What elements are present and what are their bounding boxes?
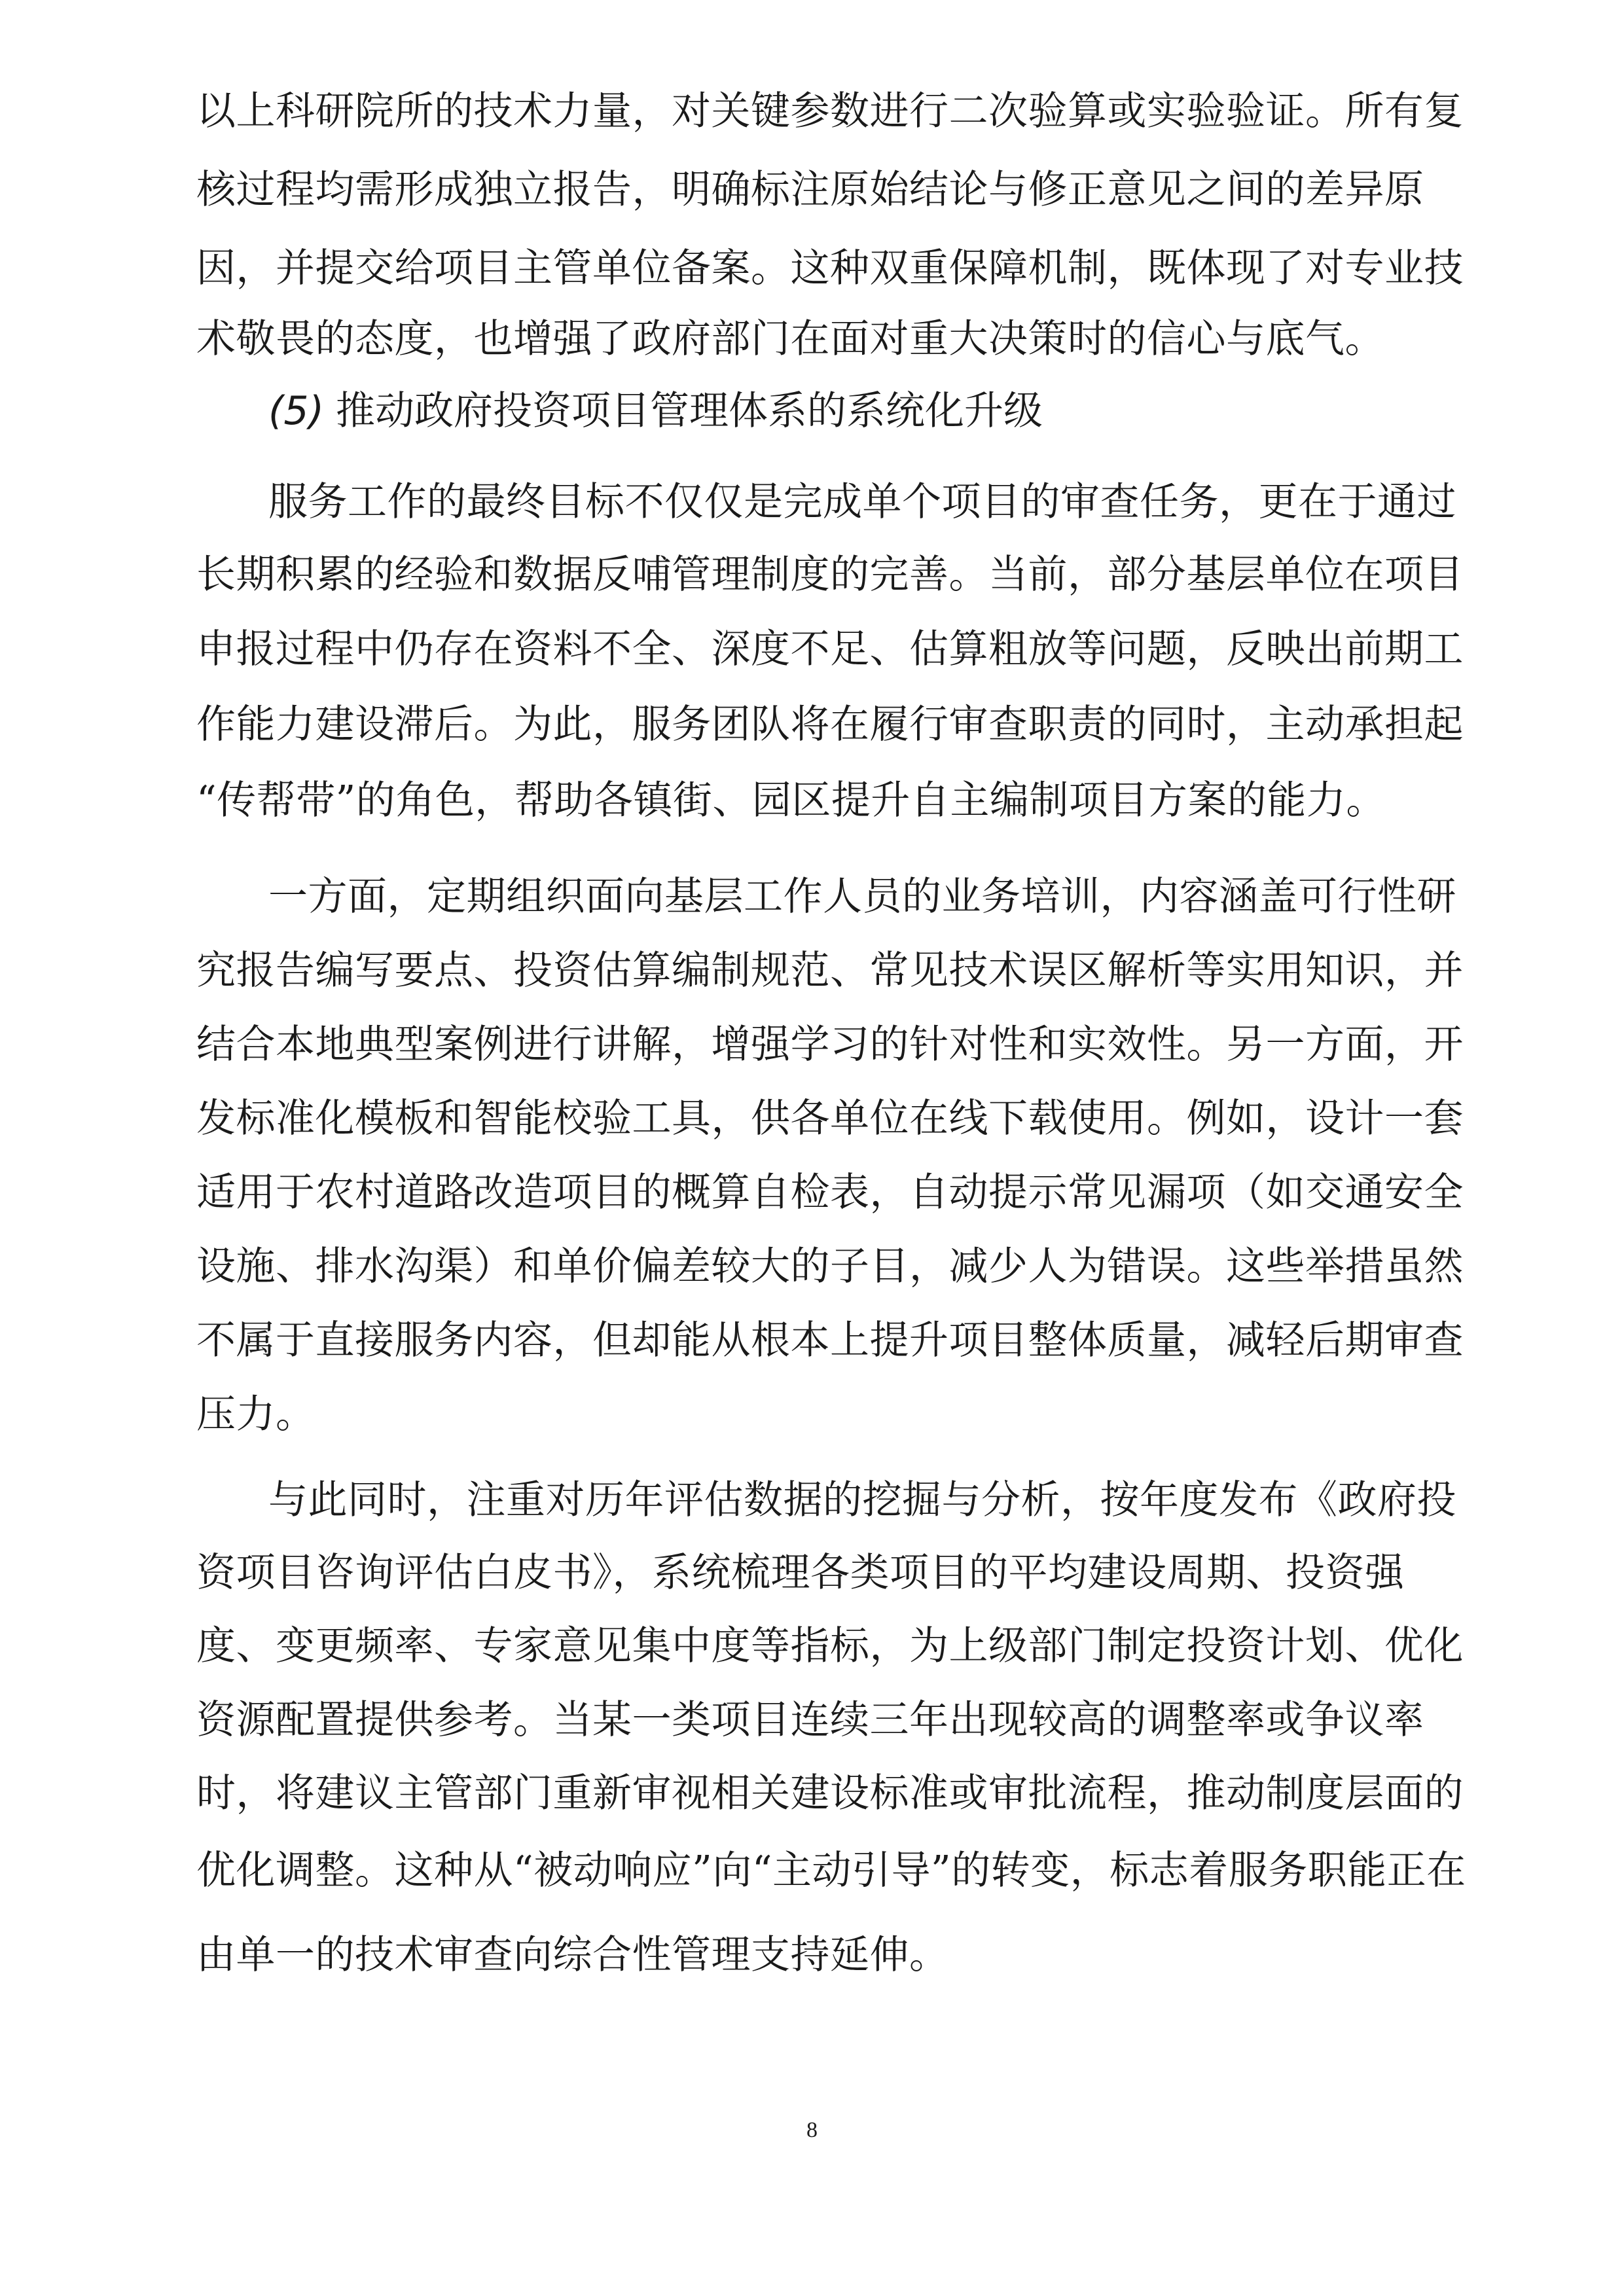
- paragraph-2-line-5: “传帮带”的角色，帮助各镇街、园区提升自主编制项目方案的能力。: [196, 778, 1386, 823]
- section-number: (5): [268, 388, 324, 434]
- paragraph-1-line-2: 核过程均需形成独立报告，明确标注原始结论与修正意见之间的差异原: [196, 167, 1424, 213]
- section-heading: [268, 385, 1043, 437]
- paragraph-2-line-4: 作能力建设滞后。为此，服务团队将在履行审查职责的同时，主动承担起: [196, 702, 1464, 747]
- paragraph-1-line-4: 术敬畏的态度，也增强了政府部门在面对重大决策时的信心与底气。: [196, 316, 1384, 362]
- paragraph-4-line-3: 度、变更频率、专家意见集中度等指标，为上级部门制定投资计划、优化: [196, 1623, 1464, 1669]
- paragraph-4-line-5: 时，将建议主管部门重新审视相关建设标准或审批流程，推动制度层面的: [196, 1770, 1464, 1816]
- paragraph-1-line-1: 以上科研院所的技术力量，对关键参数进行二次验算或实验验证。所有复: [196, 88, 1464, 134]
- paragraph-4-line-1: 与此同时，注重对历年评估数据的挖掘与分析，按年度发布《政府投: [268, 1477, 1456, 1523]
- paragraph-2-line-3: 申报过程中仍存在资料不全、深度不足、估算粗放等问题，反映出前期工: [196, 626, 1464, 672]
- paragraph-3-line-1: 一方面，定期组织面向基层工作人员的业务培训，内容涵盖可行性研: [268, 874, 1456, 920]
- paragraph-4-line-2: 资项目咨询评估白皮书》，系统梳理各类项目的平均建设周期、投资强: [196, 1550, 1405, 1596]
- paragraph-3-line-8: 压力。: [196, 1391, 316, 1437]
- paragraph-3-line-6: 设施、排水沟渠）和单价偏差较大的子目，减少人为错误。这些举措虽然: [196, 1244, 1464, 1289]
- paragraph-3-line-3: 结合本地典型案例进行讲解，增强学习的针对性和实效性。另一方面，开: [196, 1022, 1464, 1067]
- paragraph-4-line-4: 资源配置提供参考。当某一类项目连续三年出现较高的调整率或争议率: [196, 1697, 1424, 1743]
- paragraph-1-line-3: 因，并提交给项目主管单位备案。这种双重保障机制，既体现了对专业技: [196, 245, 1464, 291]
- paragraph-4-line-6: 优化调整。这种从“被动响应”向“主动引导”的转变，标志着服务职能正在: [196, 1848, 1466, 1893]
- paragraph-4-line-7: 由单一的技术审查向综合性管理支持延伸。: [196, 1932, 949, 1978]
- paragraph-3-line-5: 适用于农村道路改造项目的概算自检表，自动提示常见漏项（如交通安全: [196, 1170, 1464, 1215]
- paragraph-2-line-2: 长期积累的经验和数据反哺管理制度的完善。当前，部分基层单位在项目: [196, 552, 1464, 598]
- paragraph-3-line-4: 发标准化模板和智能校验工具，供各单位在线下载使用。例如，设计一套: [196, 1096, 1464, 1141]
- page-number: 8: [806, 2118, 818, 2142]
- section-title: 推动政府投资项目管理体系的系统化升级: [336, 388, 1043, 434]
- paragraph-3-line-7: 不属于直接服务内容，但却能从根本上提升项目整体质量，减轻后期审查: [196, 1318, 1464, 1363]
- paragraph-2-line-1: 服务工作的最终目标不仅仅是完成单个项目的审查任务，更在于通过: [268, 479, 1456, 525]
- paragraph-3-line-2: 究报告编写要点、投资估算编制规范、常见技术误区解析等实用知识，并: [196, 948, 1464, 994]
